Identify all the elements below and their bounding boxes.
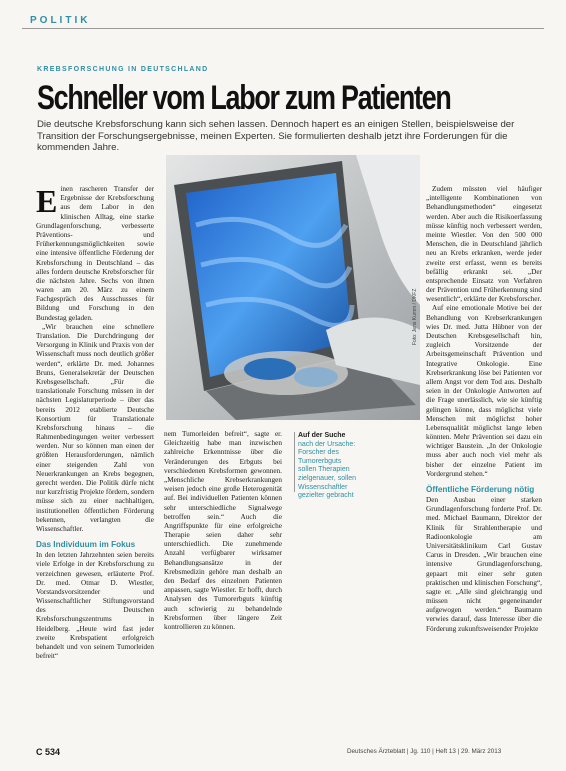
- subheading: Öffentliche Förderung nötig: [426, 485, 535, 494]
- drop-cap: E: [36, 185, 58, 219]
- photo-credit: Foto: Jens Kumm / DKFZ: [412, 288, 418, 345]
- body-paragraph: Zudem müssten viel häufiger „intelligente Kombinationen von Behandlungsmethoden“ eingesetzt werden. Aber auch die Risikoerfassung müsse künftig noch verbessert werden, meinte Wiestler. Von den 500 000 Menschen, die in Deutschland jährlich neu an Krebs erkranken, werde jeder zweite erst erfasst, wenn es bereits befällig erkrankt sei. „Der entsprechende Einsatz von Verfahren der Prävention und Früherkennung sind wesentlich“, erklärte der Krebsforscher.: [426, 185, 542, 304]
- caption-rule: [294, 432, 295, 492]
- lab-monitor-illustration: [166, 155, 420, 420]
- page-number: C 534: [36, 747, 61, 757]
- paragraph-text: inen rascheren Transfer der Ergebnisse der Krebsforschung aus dem Labor in den klinischen Alltag, eine starke Grundlagenforschung, verbesserte Präventions- und Früherkennungsmöglichkeiten sowie eine intensive öffentliche Förderung der Krebsforschung in Deutschland – das alles fordern deutsche Krebsforscher für die nächsten Jahre. Sechs von ihnen waren am 20. März zu einem Fachgespräch des Ausschusses für Bildung und Forschung in den Bundestag geladen.: [36, 185, 154, 322]
- header-rule: [22, 28, 544, 29]
- body-paragraph: [36, 185, 154, 323]
- body-paragraph: Auf eine emotionale Motive bei der Behandlung von Krebserkrankungen wies Dr. med. Jutta Hübner von der Deutschen Krebsgesellschaft hin, zugleich Vorsitzende der Arbeitsgemeinschaft Prävention und Integrative Onkologie. Eine Krebserkrankung löse bei Patienten vor allem Angst vor dem Tod aus. Deshalb seien in der Onkologie Antworten auf die Frage unerlässlich, wie sie künftig gelingen könne, dass möglichst viele Menschen mit möglichst hoher Lebensqualität möglichst lange leben könnten. Mehr Prävention sei dazu ein wichtiger Baustein. „In der Onkologie muss aber auch noch viel mehr als bisher der einzelne Patient im Vordergrund stehen.“: [426, 304, 542, 478]
- photo-caption: [298, 432, 360, 501]
- article-kicker: KREBSFORSCHUNG IN DEUTSCHLAND: [37, 66, 209, 73]
- caption-text: nach der Ursache: Forscher des Tumorerbguts sollen Therapien zielgenauer, sollen Wissenschaftler gezielter gebracht: [298, 440, 356, 500]
- article-headline: Schneller vom Labor zum Patienten: [37, 79, 451, 117]
- body-paragraph: In den letzten Jahrzehnten seien bereits viele Erfolge in der Krebsforschung zu verzeichnen gewesen, erläuterte Prof. Dr. med. Otmar D. Wiestler, Vorstandsvorsitzender und Wissenschaftlicher Stiftungsvorstand des Deutschen Krebsforschungszentrums in Heidelberg. „Heute wird fast jeder zweite Krebspatient erfolgreich behandelt und von seinem Tumorleiden befreit“: [36, 551, 154, 661]
- article-photo: [166, 155, 420, 420]
- caption-lead: Auf der Suche: [298, 432, 346, 439]
- article-column-2: [164, 430, 282, 632]
- body-paragraph: nem Tumorleiden befreit“, sagte er. Gleichzeitig habe man inzwischen zahlreiche Erkenntnisse über die Veränderungen des Erbguts bei verschiedenen Krebsformen gewonnen. „Menschliche Krebserkrankungen weisen jedoch eine große Heterogenität auf. Bei individuellen Patienten können sehr unterschiedliche Signalwege betroffen sein.“ Auch die Angriffspunkte für eine erfolgreiche Therapie seien daher sehr unterschiedlich. Die zunehmende Anzahl verfügbarer wirksamer Behandlungsansätze in der Krebsmedizin gehöre man deshalb an den Bedarf des einzelnen Patienten anpassen, sagte Wiestler. Er hofft, durch Analysen des Tumorerbguts künftig auch schwierig zu behandelnde Krebsformen über längere Zeit kontrollieren zu können.: [164, 430, 282, 631]
- journal-citation: Deutsches Ärzteblatt | Jg. 110 | Heft 13 | 29. März 2013: [347, 748, 502, 755]
- body-paragraph: „Wir brauchen eine schnellere Translation. Die Durchdringung der Versorgung in Klinik und Praxis von der Wissenschaft muss noch deutlich größer werden“, erklärte Dr. med. Johannes Bruns, Generalsekretär der Deutschen Krebsgesellschaft. „Für die translationale Forschung müssen in der nächsten Legislaturperiode – über das bereits 2012 etablierte Deutsche Konsortium für Translationale Krebsforschung hinaus – die Rahmenbedingungen weiter verbessert werden. Nur so können man einen der größten Herausforderungen, nämlich einer steigenden Zahl von Neuerkrankungen an Krebs begegnen, gerecht werden. Die Politik dürfe nicht nur kurzfristig Projekte fördern, sondern müsse sich zu einer nachhaltigen, institutionellen öffentlichen Förderung bekennen, verlangten die Wissenschaftler.: [36, 322, 154, 533]
- body-paragraph: Den Ausbau einer starken Grundlagenforschung forderte Prof. Dr. med. Michael Baumann, Direktor der Klinik für Strahlentherapie und Radioonkologie am Universitätsklinikum Carl Gustav Carus in Dresden. „Wir brauchen eine intensive Grundlagenforschung, gepaart mit einer sehr guten praktischen und klinischen Forschung“, sagte er. „Alle sind gleichrangig und müssen nicht gegeneinander aufgewogen werden.“ Baumann verwies darauf, dass Interesse über die Förderung zukunftsweisender Projekte: [426, 496, 542, 633]
- article-column-1: [36, 185, 154, 661]
- article-column-4: [426, 185, 542, 634]
- article-lead: Die deutsche Krebsforschung kann sich sehen lassen. Dennoch hapert es an einigen Stellen, beispielsweise der Transition der Forschungsergebnisse, meinen Experten. Sie formulierten deshalb jetzt ihre Forderungen für die kommenden Jahre.: [37, 119, 515, 154]
- subheading: Das Individuum im Fokus: [36, 540, 136, 550]
- section-label: POLITIK: [30, 15, 91, 26]
